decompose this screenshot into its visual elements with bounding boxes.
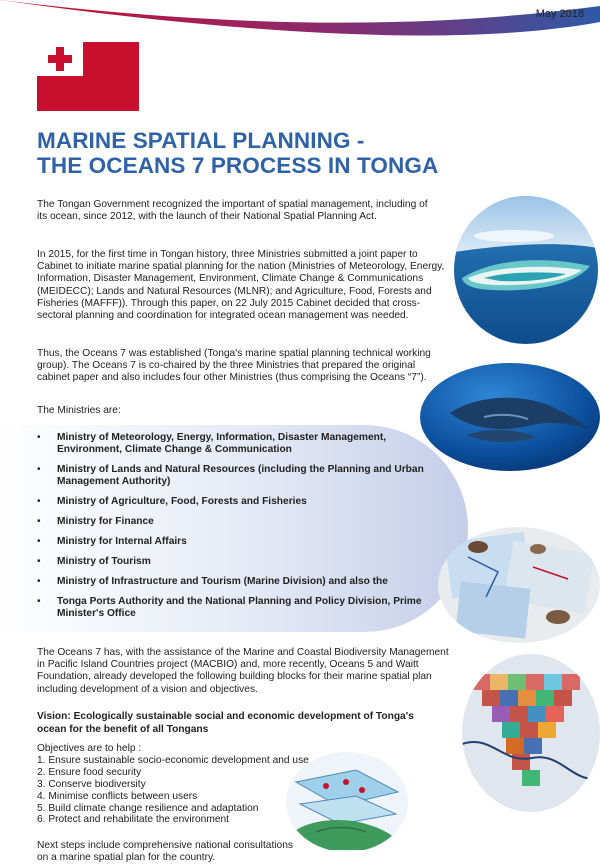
flag-cross-icon [37,42,83,76]
ministry-item: • Tonga Ports Authority and the National Planning and Policy Division, Prime Minister's Office [37,596,447,620]
planning-illustration [286,752,408,852]
objective-item: 4. Minimise conflicts between users [37,790,198,802]
publication-date: May 2018 [535,8,584,20]
objective-item: 3. Conserve biodiversity [37,778,146,790]
tonga-flag [37,42,139,111]
workshop-photo [438,527,600,643]
ministry-item: • Ministry for Finance [37,516,447,528]
objective-item: 5. Build climate change resilience and adaptation [37,802,259,814]
ministry-item: • Ministry of Agriculture, Food, Forests and Fisheries [37,496,447,508]
oceans7-paragraph: Thus, the Oceans 7 was established (Tonga's marine spatial planning technical working group). The Oceans 7 is co-chaired by the three Ministries that prepared the original cabinet paper and also includes four other Ministries (thus comprising the Oceans “7”). [37,348,431,384]
history-paragraph: In 2015, for the first time in Tongan history, three Ministries submitted a joint paper to Cabinet to initiate marine spatial planning for the nation (Ministries of Meteorology, Energy, Information, Disaster Management, Environment, Climate Change & Communications (MEIDECC); Lands and Natural Resources (MLNR); and Agriculture, Food, Forests and Fisheries (MAFFF)). Through this paper, on 22 July 2015 Cabinet decided that cross-sectoral planning and coordination for integrated ocean management was needed. [37,249,445,322]
ministries-intro: The Ministries are: [37,405,121,416]
ministry-item: • Ministry of Meteorology, Energy, Information, Disaster Management, Environment, Climate Change & Communication [37,432,447,456]
objective-item: 6. Protect and rehabilitate the environment [37,814,229,826]
objective-item: 2. Ensure food security [37,766,142,778]
ministry-item: • Ministry for Internal Affairs [37,536,447,548]
next-steps-paragraph: Next steps include comprehensive national consultations on a marine spatial plan for the country. [37,840,293,864]
header-swoosh [0,0,600,45]
spatial-plan-map [462,654,600,812]
ministry-item: • Ministry of Infrastructure and Tourism (Marine Division) and also the [37,576,447,588]
reef-aerial-photo [454,196,598,344]
progress-paragraph: The Oceans 7 has, with the assistance of the Marine and Coastal Biodiversity Management in Pacific Island Countries project (MACBIO) and, more recently, Oceans 5 and Waitt Foundation, already developed the following building blocks for their marine spatial plan including development of a vision and objectives. [37,647,449,695]
ministry-item: • Ministry of Lands and Natural Resources (including the Planning and Urban Management Authority) [37,464,447,488]
intro-paragraph: The Tongan Government recognized the important of spatial management, including of its ocean, since 2012, with the launch of their National Spatial Planning Act. [37,199,428,223]
title-line-1: MARINE SPATIAL PLANNING - [37,128,365,153]
title-line-2: THE OCEANS 7 PROCESS IN TONGA [37,153,439,178]
objective-item: 1. Ensure sustainable socio-economic development and use [37,754,309,766]
ministries-list [37,432,447,628]
page-title [37,128,557,178]
ministry-item: • Ministry of Tourism [37,556,447,568]
vision-statement: Vision: Ecologically sustainable social and economic development of Tonga's ocean for the benefit of all Tongans [37,711,414,735]
whales-photo [420,363,600,471]
objectives-heading: Objectives are to help : [37,743,142,754]
